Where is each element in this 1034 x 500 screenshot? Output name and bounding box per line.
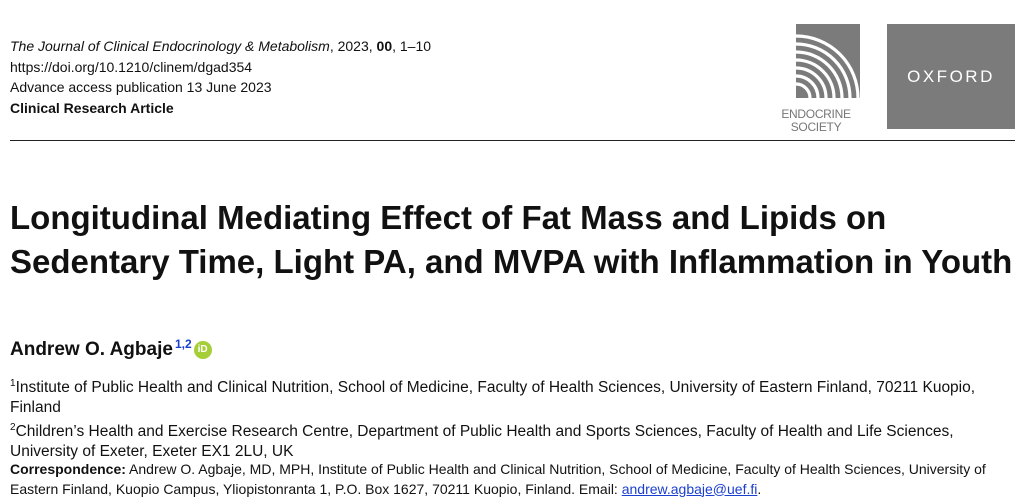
endocrine-society-emblem-icon [770, 24, 864, 104]
correspondence [10, 460, 1020, 499]
affiliation-1 [10, 374, 1020, 418]
affiliation-text: Children’s Health and Exercise Research Centre, Department of Public Health and Sports Sciences, Faculty of Health and Life Sciences, University of Exeter, Exeter EX1 2LU, UK [10, 423, 954, 461]
correspondence-text: Andrew O. Agbaje, MD, MPH, Institute of Public Health and Clinical Nutrition, School of Medicine, Faculty of Health Sciences, University of Eastern Finland, Kuopio Campus, Yliopistonranta 1, P.O. Box 1627, 70211 Kuopio, Finland. Email: [10, 461, 986, 497]
journal-year: , 2023, [329, 38, 377, 54]
affiliation-2 [10, 418, 1020, 462]
journal-volume: 00 [376, 38, 393, 54]
author-affiliation-marks[interactable]: 1,2 [174, 337, 192, 351]
endocrine-society-logo [770, 24, 864, 134]
header-divider [10, 140, 1015, 141]
email-link[interactable]: andrew.agbaje@uef.fi [621, 480, 758, 497]
endocrine-society-wordmark [770, 108, 862, 133]
journal-name: The Journal of Clinical Endocrinology & Metabolism [10, 38, 330, 54]
advance-access-date: Advance access publication 13 June 2023 [10, 79, 272, 95]
affiliation-number: 1 [10, 378, 16, 389]
affiliation-text: Institute of Public Health and Clinical Nutrition, School of Medicine, Faculty of Health Sciences, University of Eastern Finland, 70211 Kuopio, Finland [10, 379, 976, 417]
oxford-logo [887, 24, 1015, 129]
article-type: Clinical Research Article [10, 99, 174, 116]
affiliation-number: 2 [10, 422, 16, 434]
article-title: Longitudinal Mediating Effect of Fat Mass and Lipids on Sedentary Time, Light PA, and MVPA with Inflammation in Youth [10, 199, 1013, 280]
doi-link[interactable]: https://doi.org/10.1210/clinem/dgad354 [10, 58, 253, 75]
article-metadata [10, 36, 431, 118]
endocrine-wordmark-line1: ENDOCRINE [781, 107, 851, 121]
endocrine-wordmark-line2: SOCIETY [790, 119, 842, 134]
affiliations [10, 374, 1020, 462]
oxford-wordmark: OXFORD [907, 66, 995, 86]
author-line [10, 338, 212, 362]
author-name[interactable]: Andrew O. Agbaje [10, 339, 173, 360]
correspondence-label: Correspondence: [10, 461, 126, 477]
journal-citation [10, 36, 431, 57]
orcid-icon[interactable]: iD [194, 341, 212, 359]
journal-pages: , 1–10 [392, 38, 432, 54]
correspondence-end: . [757, 480, 762, 497]
